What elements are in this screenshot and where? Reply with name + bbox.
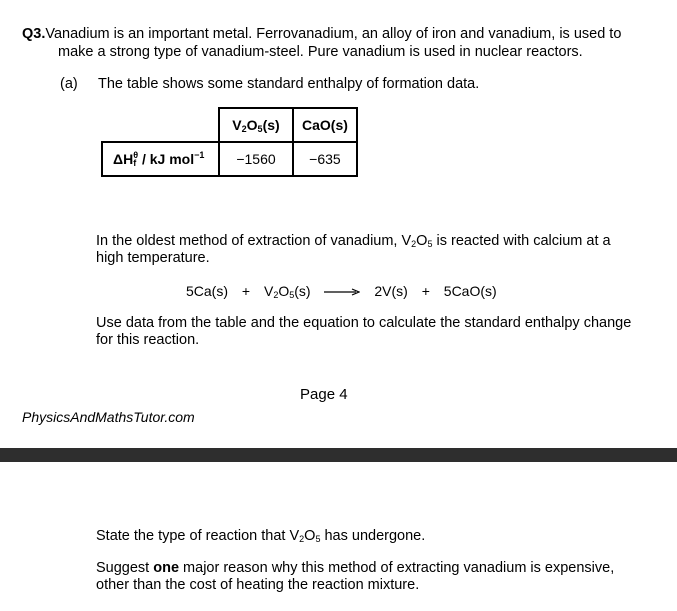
table-row-header-enthalpy: $\Delta H_f^\theta$ / kJ mol$^{-1}$ (102, 142, 219, 176)
footer-brand: PhysicsAndMathsTutor.com (22, 409, 195, 425)
table-col-header-v2o5: $V_2O_5(s)$ (219, 108, 293, 142)
enthalpy-table (101, 107, 358, 177)
instruction-line-1: Use data from the table and the equation to calculate the standard enthalpy change (96, 315, 632, 331)
page-number: Page 4 (300, 386, 348, 403)
state-reaction-type: State the type of reaction that $V_2O_5$ has undergone. (96, 528, 426, 544)
eq-reactant-v2o5: $V_2O_5(s)$ (263, 283, 311, 300)
eq-reactant-ca: 5Ca(s) (186, 283, 229, 299)
suggest-line-1: Suggest one major reason why this method of extracting vanadium is expensive, (96, 560, 615, 576)
extraction-line-2: high temperature. (96, 250, 210, 266)
table-col-header-cao: CaO(s) (293, 108, 357, 142)
part-a-intro: The table shows some standard enthalpy of formation data. (98, 76, 480, 92)
page-divider (0, 448, 677, 462)
question-number: Q3. (22, 26, 46, 42)
eq-plus-2: + (421, 283, 430, 299)
eq-plus-1: + (241, 283, 251, 299)
table-corner (102, 108, 219, 142)
question-line-1: Q3.Vanadium is an important metal. Ferrovanadium, an alloy of iron and vanadium, is used to (22, 26, 622, 42)
part-a-label: (a) (60, 76, 78, 92)
instruction-line-2: for this reaction. (96, 332, 200, 348)
suggest-line-2: other than the cost of heating the reaction mixture. (96, 577, 420, 593)
question-line-2: make a strong type of vanadium-steel. Pure vanadium is used in nuclear reactors. (58, 44, 583, 60)
extraction-line-1: In the oldest method of extraction of vanadium, $V_2O_5$ is reacted with calcium at a (96, 233, 611, 249)
reaction-equation (186, 283, 497, 300)
eq-product-cao: 5CaO(s) (443, 283, 497, 299)
eq-product-v: 2V(s) (374, 283, 408, 299)
table-value-cao: −635 (293, 142, 357, 176)
reaction-arrow-icon (324, 284, 360, 300)
table-value-v2o5: −1560 (219, 142, 293, 176)
